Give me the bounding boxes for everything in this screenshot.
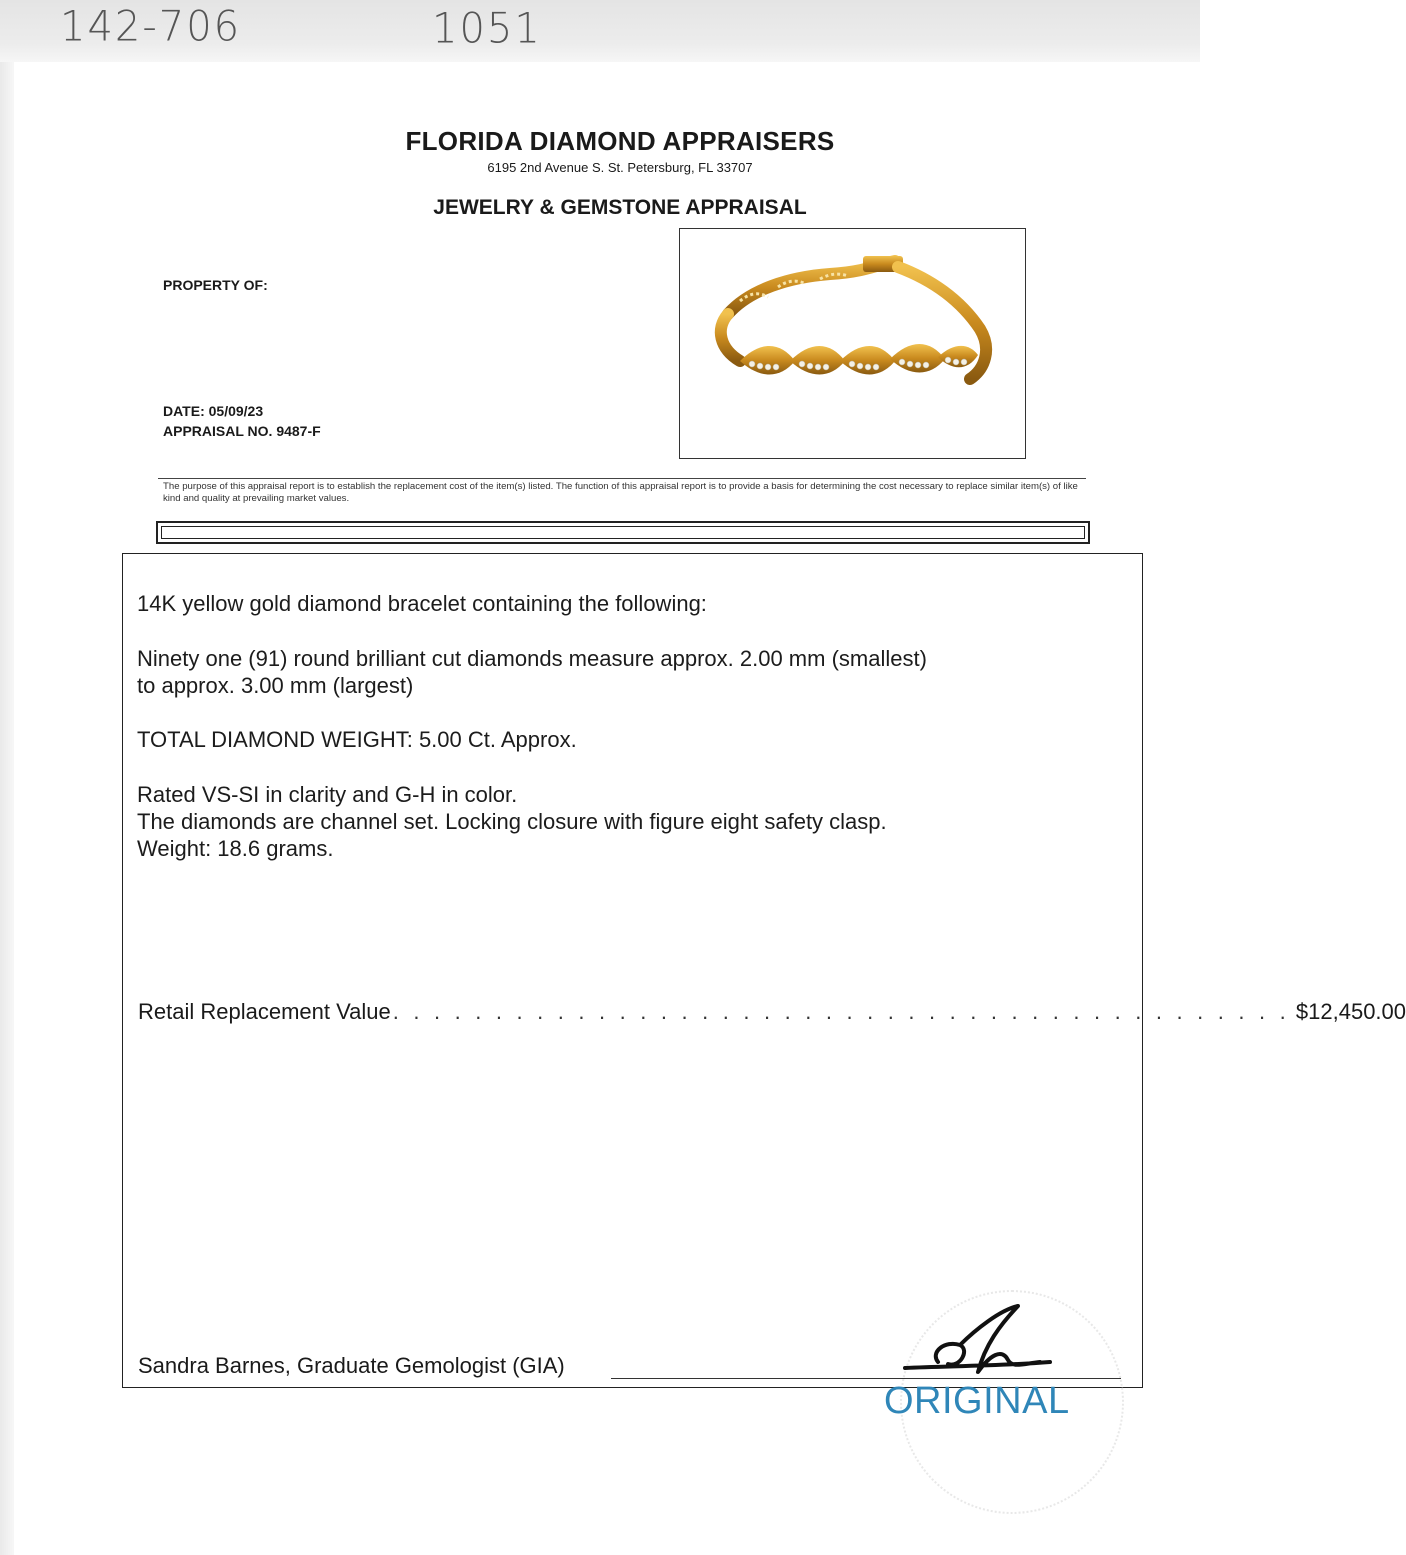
purpose-divider: [158, 478, 1086, 479]
handwritten-note-left: 142-706: [60, 2, 242, 52]
document-title: JEWELRY & GEMSTONE APPRAISAL: [433, 196, 807, 219]
quality-and-setting: [137, 781, 887, 862]
handwritten-signature: [890, 1300, 1080, 1390]
purpose-statement: The purpose of this appraisal report is to establish the replacement cost of the item(s) listed. The function of this appraisal report is to provide a basis for determining the cost necessary to replace similar item(s) of like kind and quality at prevailing market values.: [163, 481, 1078, 504]
total-diamond-weight: TOTAL DIAMOND WEIGHT: 5.00 Ct. Approx.: [137, 727, 577, 752]
leader-dots: . . . . . . . . . . . . . . . . . . . . . . . . . . . . . . . . . . . . . . . . . . . .: [392, 999, 1290, 1024]
retail-replacement-value: [138, 999, 1406, 1025]
item-weight: Weight: 18.6 grams.: [137, 836, 334, 861]
original-stamp: ORIGINAL: [884, 1380, 1070, 1422]
value-label: Retail Replacement Value: [138, 999, 391, 1024]
setting-description: The diamonds are channel set. Locking closure with figure eight safety clasp.: [137, 809, 887, 834]
appraiser-name: Sandra Barnes, Graduate Gemologist (GIA): [138, 1353, 565, 1378]
item-description-intro: 14K yellow gold diamond bracelet containing the following:: [137, 591, 707, 616]
property-of-label: PROPERTY OF:: [163, 277, 268, 293]
bracelet-icon: [680, 229, 1025, 458]
diamond-details: Ninety one (91) round brilliant cut diamonds measure approx. 2.00 mm (smallest) to approx. 3.00 mm (largest): [137, 646, 927, 698]
value-amount: $12,450.00: [1295, 999, 1406, 1024]
handwritten-note-right: 1051: [432, 4, 542, 54]
bracelet-photo: [679, 228, 1026, 459]
decorative-inner-border: [161, 526, 1085, 539]
clarity-color-rating: Rated VS-SI in clarity and G-H in color.: [137, 782, 518, 807]
scan-edge-left: [0, 62, 14, 1555]
company-address: 6195 2nd Avenue S. St. Petersburg, FL 33707: [487, 160, 753, 175]
decorative-double-border: [156, 521, 1090, 544]
company-name: FLORIDA DIAMOND APPRAISERS: [405, 126, 835, 156]
date-line: DATE: 05/09/23: [163, 403, 264, 419]
appraisal-number: APPRAISAL NO. 9487-F: [163, 423, 321, 439]
